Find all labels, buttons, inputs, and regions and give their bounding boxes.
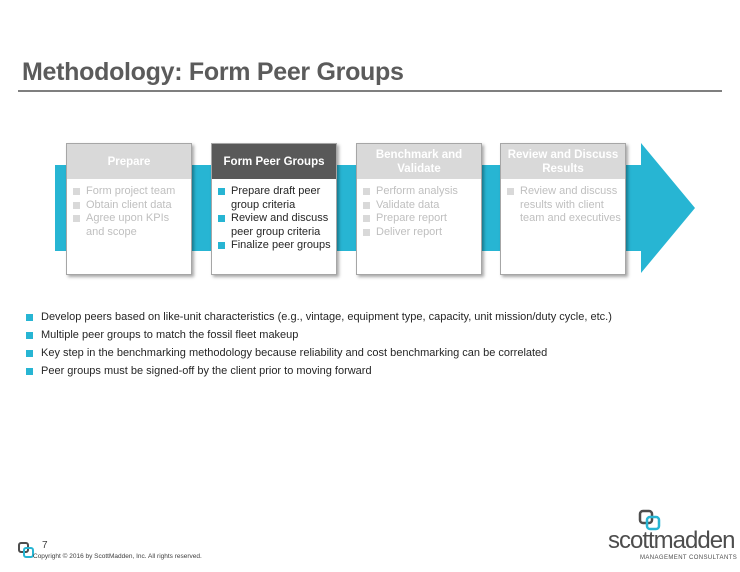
key-point: Peer groups must be signed-off by the client prior to moving forward (26, 365, 612, 378)
scottmadden-small-logo-icon (18, 542, 34, 558)
stage-item: Review and discuss results with client team and executives (507, 185, 621, 226)
stage-form-peer-groups (211, 143, 337, 275)
page-number: 7 (42, 540, 48, 551)
key-point: Key step in the benchmarking methodology because reliability and cost benchmarking can be correlated (26, 347, 612, 360)
stage-items (67, 179, 191, 239)
stage-header: Form Peer Groups (212, 144, 336, 179)
stage-item: Perform analysis (363, 185, 477, 199)
stage-item: Deliver report (363, 226, 477, 240)
stage-items (212, 179, 336, 253)
title-divider (18, 90, 722, 92)
stage-item: Form project team (73, 185, 187, 199)
page-title: Methodology: Form Peer Groups (22, 58, 404, 86)
key-point: Develop peers based on like-unit characteristics (e.g., vintage, equipment type, capacity, unit mission/duty cycle, etc.) (26, 311, 612, 324)
brand-subtitle: MANAGEMENT CONSULTANTS (640, 555, 738, 561)
stage-items (501, 179, 625, 226)
key-points-list (26, 311, 612, 383)
stage-item: Finalize peer groups (218, 239, 332, 253)
stage-items (357, 179, 481, 239)
stage-header: Review and Discuss Results (501, 144, 625, 179)
stage-prepare (66, 143, 192, 275)
stage-item: Review and discuss peer group criteria (218, 212, 332, 239)
copyright: Copyright © 2016 by ScottMadden, Inc. All rights reserved. (33, 553, 202, 560)
stage-header: Benchmark and Validate (357, 144, 481, 179)
stage-item: Prepare report (363, 212, 477, 226)
stage-review-and-discuss-results (500, 143, 626, 275)
stage-item: Validate data (363, 199, 477, 213)
key-point: Multiple peer groups to match the fossil fleet makeup (26, 329, 612, 342)
stage-header: Prepare (67, 144, 191, 179)
brand-name: scottmadden (608, 527, 735, 554)
stage-item: Agree upon KPIs and scope (73, 212, 187, 239)
stage-item: Prepare draft peer group criteria (218, 185, 332, 212)
stage-item: Obtain client data (73, 199, 187, 213)
stage-benchmark-and-validate (356, 143, 482, 275)
